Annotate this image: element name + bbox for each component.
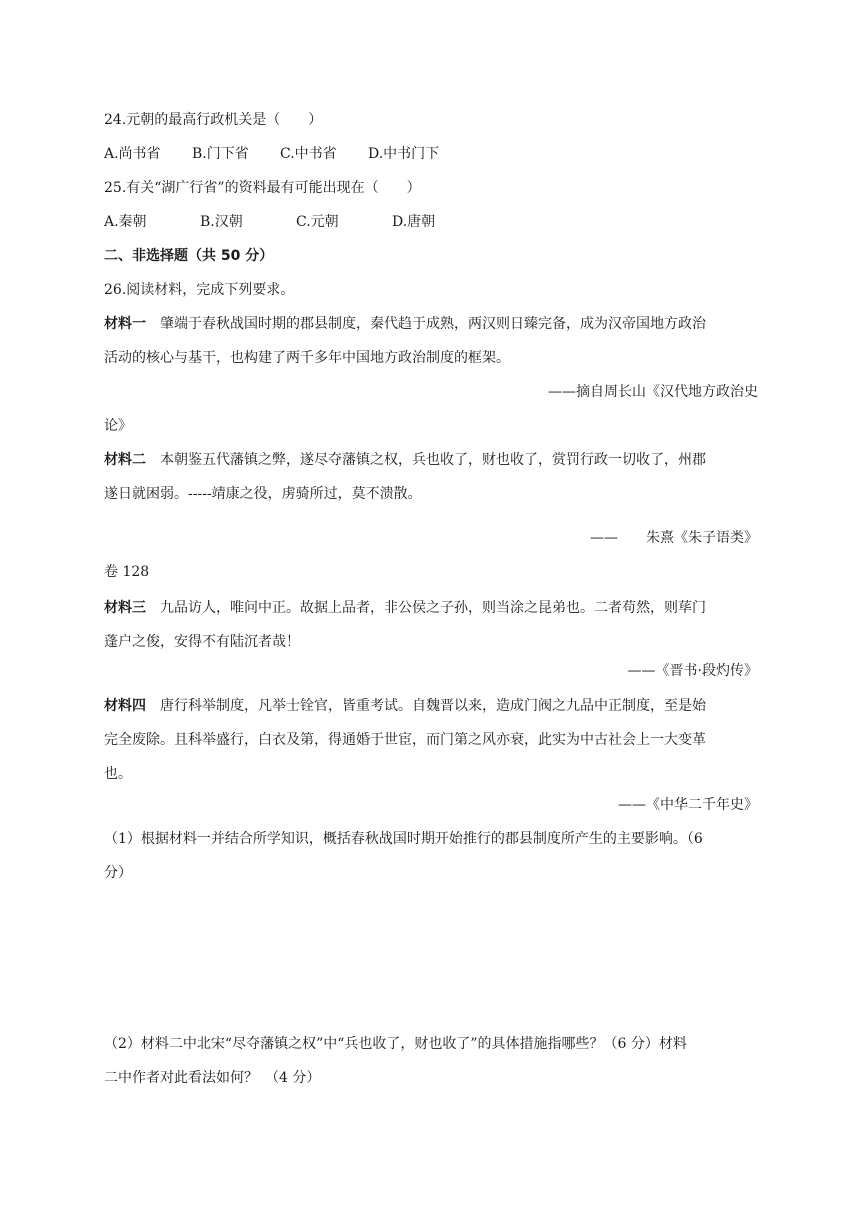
q24-option-c: C.中书省	[280, 146, 337, 162]
material-3-label: 材料三	[104, 600, 146, 616]
material-4-line-2: 完全废除。且科举盛行，白衣及第，得通婚于世宦，而门第之风亦衰，此实为中古社会上一大变革	[104, 732, 706, 748]
q24-option-a: A.尚书省	[104, 146, 161, 162]
subquestion-1-line-1: （1）根据材料一并结合所学知识，概括春秋战国时期开始推行的郡县制度所产生的主要影响。（6	[104, 831, 703, 847]
material-2-source-cont: 卷 128	[104, 564, 150, 580]
material-2-text-1: 本朝鉴五代藩镇之弊，遂尽夺藩镇之权，兵也收了，财也收了，赏罚行政一切收了，州郡	[160, 452, 706, 468]
material-2-source: —— 朱熹《朱子语类》	[590, 530, 758, 546]
material-2-line-1	[104, 450, 758, 470]
q25-option-b: B.汉朝	[200, 214, 243, 230]
material-4-line-3: 也。	[104, 766, 132, 782]
subquestion-2-line-1: （2）材料二中北宋“尽夺藩镇之权”中“兵也收了，财也收了”的具体措施指哪些？（6 分）材料	[104, 1036, 687, 1052]
subquestion-1-line-2: 分）	[104, 865, 132, 881]
question-24-stem: 24.元朝的最高行政机关是（ ）	[104, 112, 323, 128]
q25-option-a: A.秦朝	[104, 214, 147, 230]
material-4-text-1: 唐行科举制度，凡举士铨官，皆重考试。自魏晋以来，造成门阀之九品中正制度，至是始	[160, 698, 706, 714]
question-26-stem: 26.阅读材料，完成下列要求。	[104, 282, 295, 298]
material-1-source-cont: 论》	[104, 418, 132, 434]
material-4-line-1	[104, 696, 758, 716]
material-2-label: 材料二	[104, 452, 146, 468]
q25-option-c: C.元朝	[296, 214, 339, 230]
material-1-line-2: 活动的核心与基干，也构建了两千多年中国地方政治制度的框架。	[104, 350, 510, 366]
material-1-label: 材料一	[104, 316, 146, 332]
material-3-line-1	[104, 598, 758, 618]
material-4-label: 材料四	[104, 698, 146, 714]
material-4-source: ——《中华二千年史》	[618, 797, 758, 813]
subquestion-2-line-2: 二中作者对此看法如何？ （4 分）	[104, 1070, 321, 1086]
material-1-source: ——摘自周长山《汉代地方政治史	[548, 384, 758, 400]
question-25-stem: 25.有关“湖广行省”的资料最有可能出现在（ ）	[104, 180, 421, 196]
material-3-text-1: 九品访人，唯问中正。故据上品者，非公侯之子孙，则当涂之昆弟也。二者苟然，则荜门	[160, 600, 706, 616]
material-1-text-1: 肇端于春秋战国时期的郡县制度，秦代趋于成熟，两汉则日臻完备，成为汉帝国地方政治	[160, 316, 706, 332]
material-3-line-2: 蓬户之俊，安得不有陆沉者哉！	[104, 634, 300, 650]
question-25-options	[104, 212, 758, 232]
question-24-options	[104, 144, 758, 164]
q25-option-d: D.唐朝	[392, 214, 436, 230]
q24-option-d: D.中书门下	[368, 146, 440, 162]
section-2-title: 二、非选择题（共 50 分）	[104, 248, 274, 264]
q24-option-b: B.门下省	[192, 146, 249, 162]
material-2-line-2: 遂日就困弱。-----靖康之役，虏骑所过，莫不溃散。	[104, 486, 422, 502]
material-3-source: ——《晋书·段灼传》	[627, 663, 758, 679]
material-1-line-1	[104, 314, 758, 334]
